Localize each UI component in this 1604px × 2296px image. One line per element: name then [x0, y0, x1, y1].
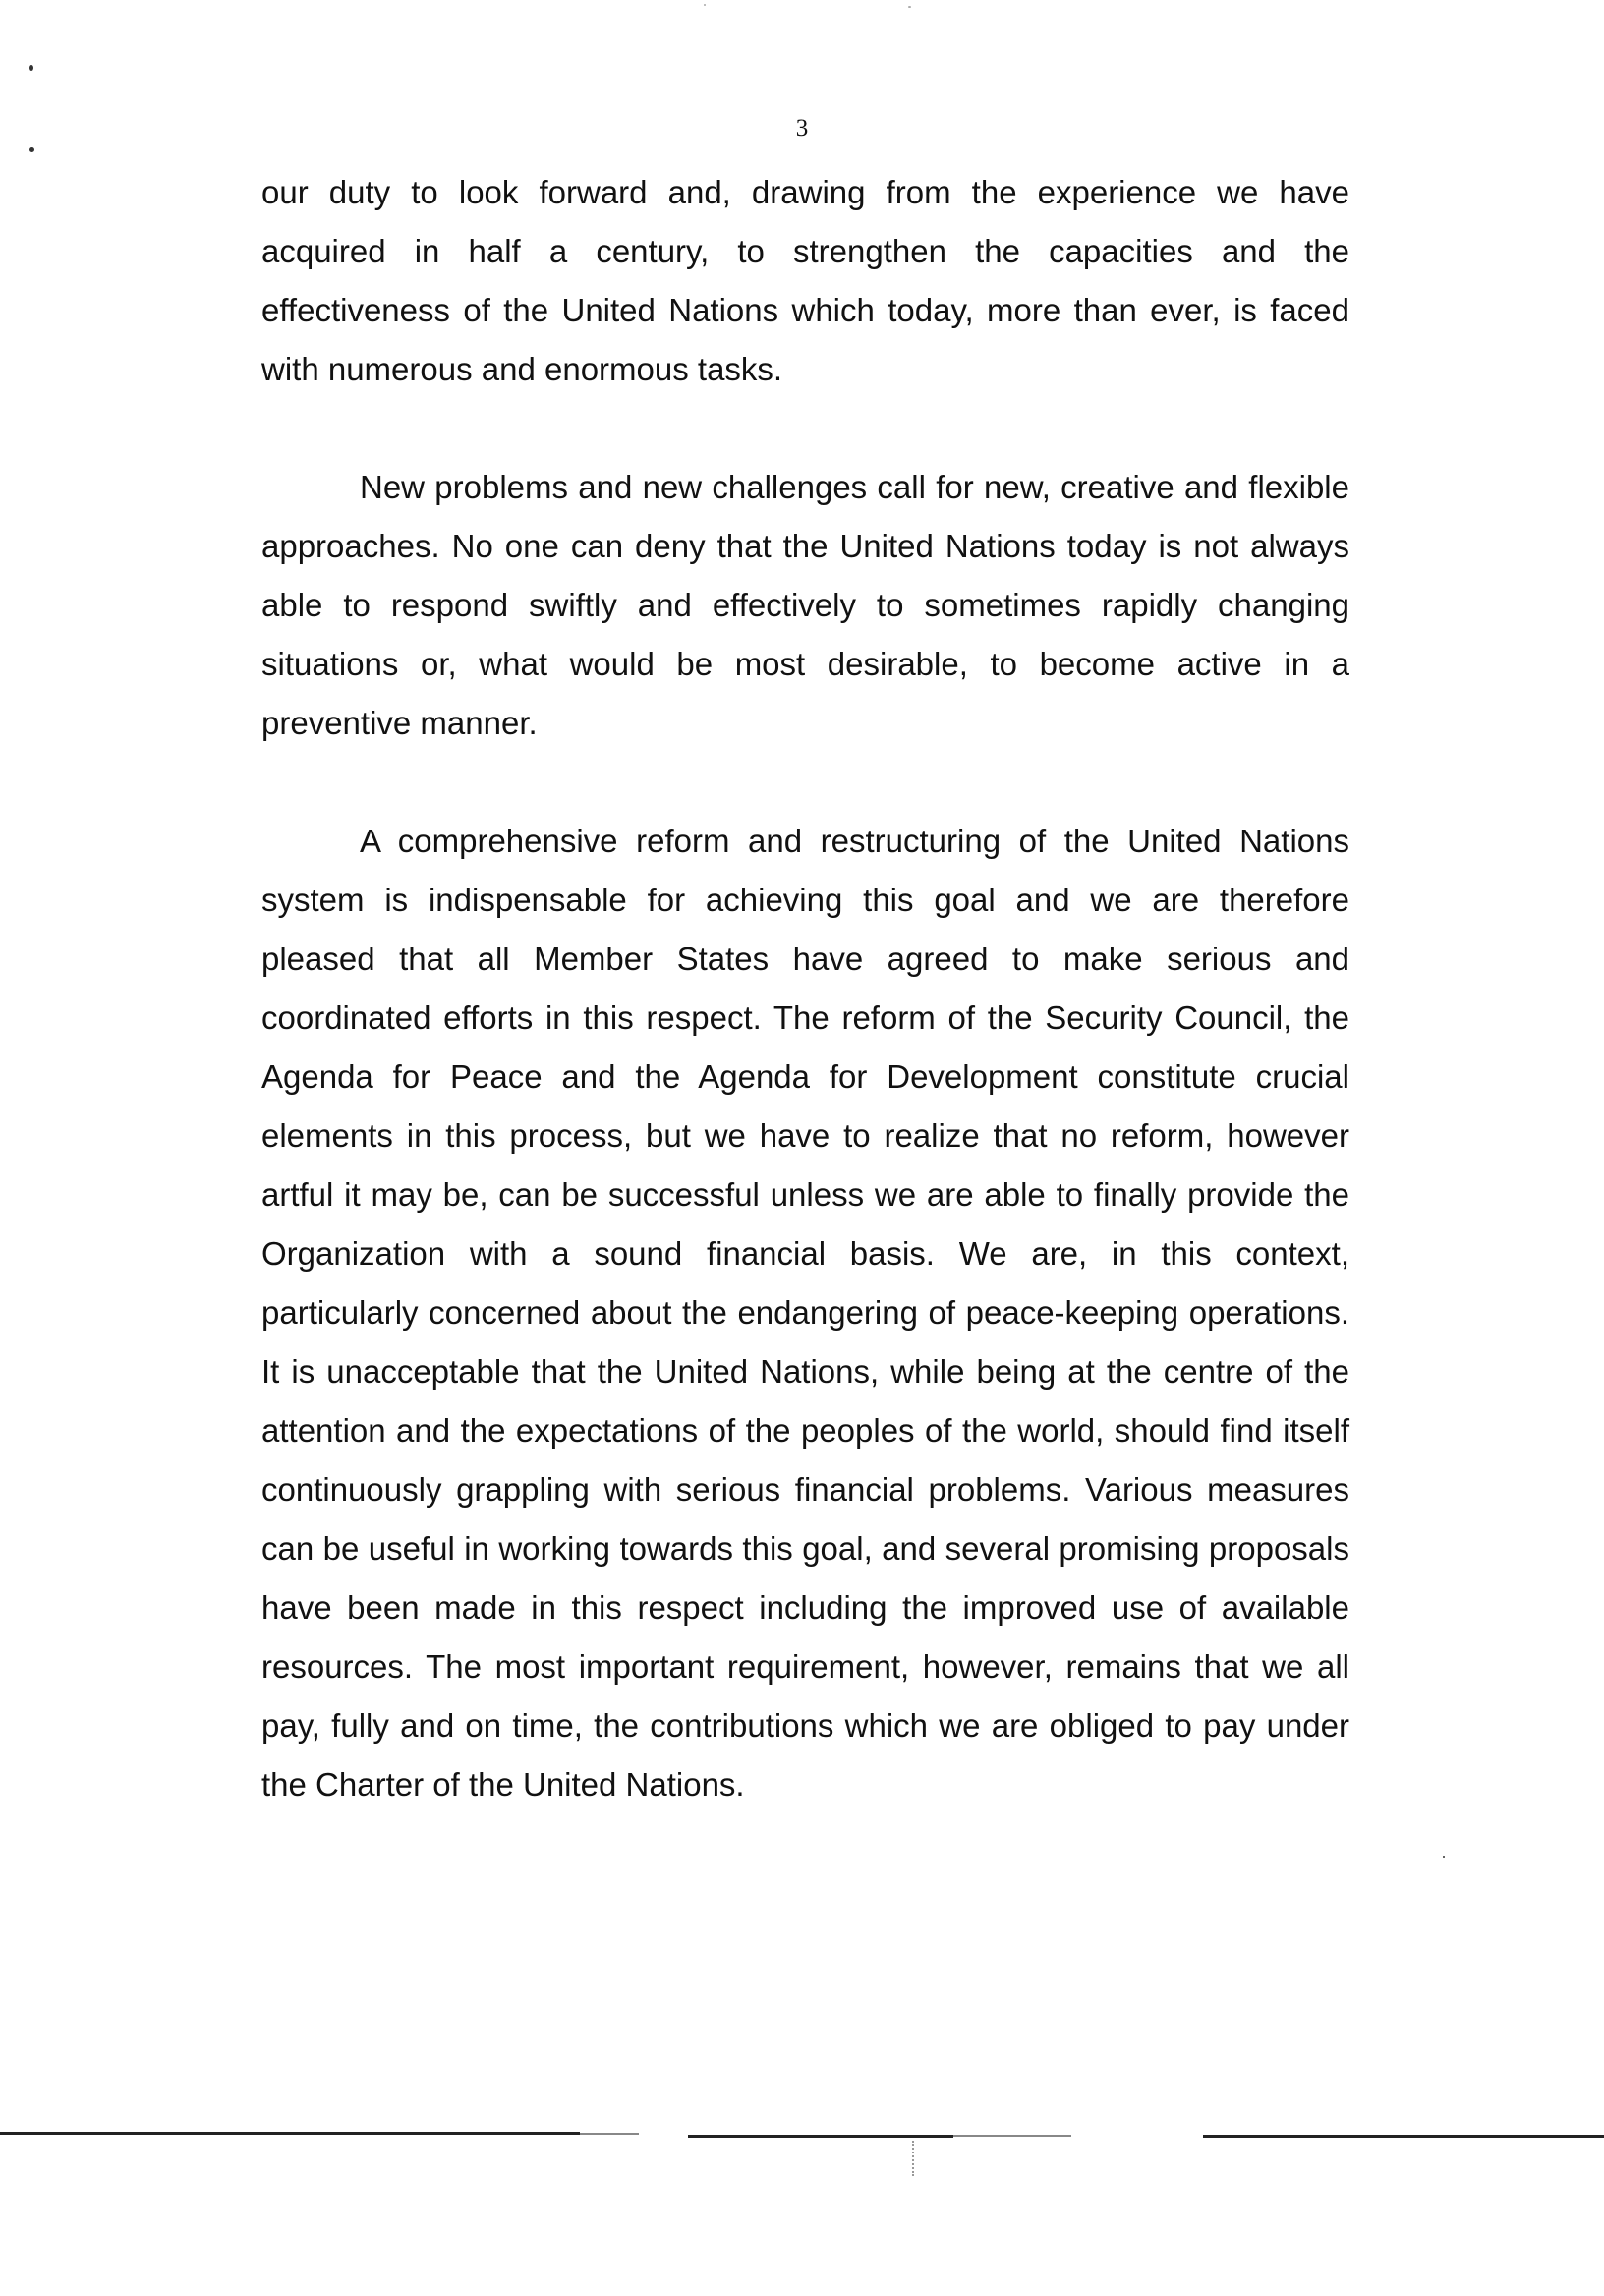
scan-speck	[29, 65, 33, 71]
scan-edge-dots	[912, 2141, 914, 2176]
paragraph-1: our duty to look forward and, drawing from the experience we have acquired in half a century, to strengthen the capacities and the effectiveness of the United Nations which today, more than ever, is faced with numerous and enormous tasks.	[261, 174, 1349, 387]
page-number: 3	[795, 115, 809, 142]
scan-speck	[1443, 1856, 1445, 1858]
scan-edge-rule-right	[1203, 2135, 1604, 2138]
scan-edge-rule-center	[688, 2135, 953, 2138]
scan-edge-rule-left	[0, 2132, 580, 2135]
scan-speck	[908, 6, 911, 8]
scan-edge-rule-faint-center	[953, 2135, 1071, 2137]
scan-edge-rule-faint-left	[580, 2133, 639, 2135]
paragraph-2: New problems and new challenges call for new, creative and flexible approaches. No one can deny that the United Nations today is not always able to respond swiftly and effectively to sometimes rapidly changing situations or, what would be most desirable, to become active in a preventive manner.	[261, 469, 1349, 741]
paragraph-3: A comprehensive reform and restructuring of the United Nations system is indispensable for achieving this goal and we are therefore pleased that all Member States have agreed to make serious and coordinated efforts in this respect. The reform of the Security Council, the Agenda for Peace and the Agenda for Development constitute crucial elements in this process, but we have to realize that no reform, however artful it may be, can be successful unless we are able to finally provide the Organization with a sound financial basis. We are, in this context, particularly concerned about the endangering of peace-keeping operations. It is unacceptable that the United Nations, while being at the centre of the attention and the expectations of the peoples of the world, should find itself continuously grappling with serious financial problems. Various measures can be useful in working towards this goal, and several promising proposals have been made in this respect including the improved use of available resources. The most important requirement, however, remains that we all pay, fully and on time, the contributions which we are obliged to pay under the Charter of the United Nations.	[261, 823, 1349, 1803]
scan-speck	[29, 147, 34, 152]
scan-speck	[704, 4, 706, 6]
